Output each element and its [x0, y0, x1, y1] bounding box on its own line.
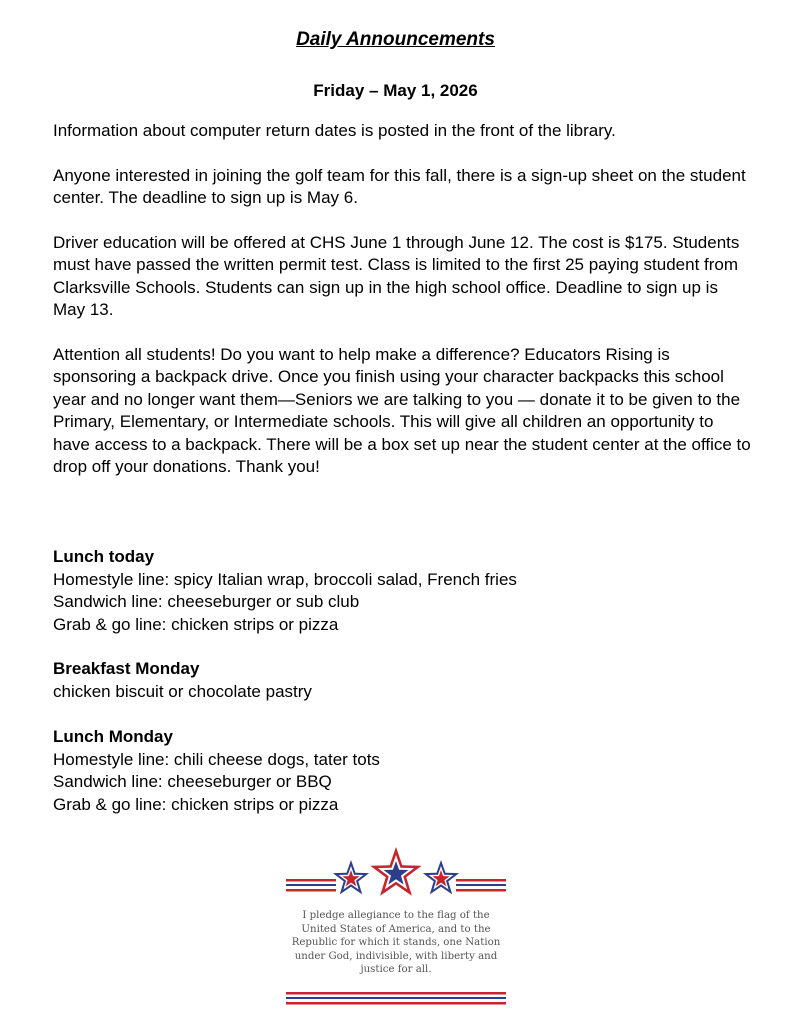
menu-line: Sandwich line: cheeseburger or sub club [53, 592, 360, 612]
menu-line: Homestyle line: spicy Italian wrap, broccoli salad, French fries [53, 569, 517, 589]
announcement-driver-ed: Driver education will be offered at CHS June 1 through June 12. The cost is $175. Students must have passed the written permit test. Class is limited to the first 25 paying student from Clarksville Schools. Students can sign up in the high school office. Deadline to sign up is May 13. [53, 233, 740, 320]
announcement-library: Information about computer return dates is posted in the front of the library. [53, 121, 616, 140]
stripes-right [456, 879, 506, 892]
star-icon [370, 847, 421, 896]
announcement-golf: Anyone interested in joining the golf team for this fall, there is a sign-up sheet on the student center. The deadline to sign up is May 6. [53, 166, 746, 208]
breakfast-monday-heading: Breakfast Monday [53, 659, 200, 678]
breakfast-monday-section [53, 658, 753, 703]
menu-line: Grab & go line: chicken strips or pizza [53, 614, 339, 634]
menu-line: Homestyle line: chili cheese dogs, tater tots [53, 749, 380, 769]
menu-line: chicken biscuit or chocolate pastry [53, 681, 312, 701]
stripes-bottom [286, 992, 506, 1005]
announcement-backpack-drive: Attention all students! Do you want to help make a difference? Educators Rising is sponsoring a backpack drive. Once you finish using your character backpacks this school year and no longer want them—Seniors we are talking to you — donate it to be given to the Primary, Elementary, or Intermediate schools. This will give all children an opportunity to have access to a backpack. There will be a box set up near the student center at the office to drop off your donations. Thank you! [53, 345, 751, 477]
menu-line: Sandwich line: cheeseburger or BBQ [53, 772, 332, 792]
stripes-left [286, 879, 336, 892]
star-icon [423, 860, 459, 894]
pledge-text: I pledge allegiance to the flag of the United States of America, and to the Republic for which it stands, one Nation under God, indivisible, with liberty and justice for all. [291, 910, 501, 976]
menu-line: Grab & go line: chicken strips or pizza [53, 794, 339, 814]
announcement-date: Friday – May 1, 2026 [313, 81, 478, 100]
lunch-today-section [53, 546, 753, 636]
lunch-monday-section [53, 726, 753, 816]
page-title: Daily Announcements [296, 29, 495, 50]
lunch-monday-heading: Lunch Monday [53, 727, 173, 746]
lunch-today-heading: Lunch today [53, 547, 155, 566]
star-icon [333, 860, 369, 894]
